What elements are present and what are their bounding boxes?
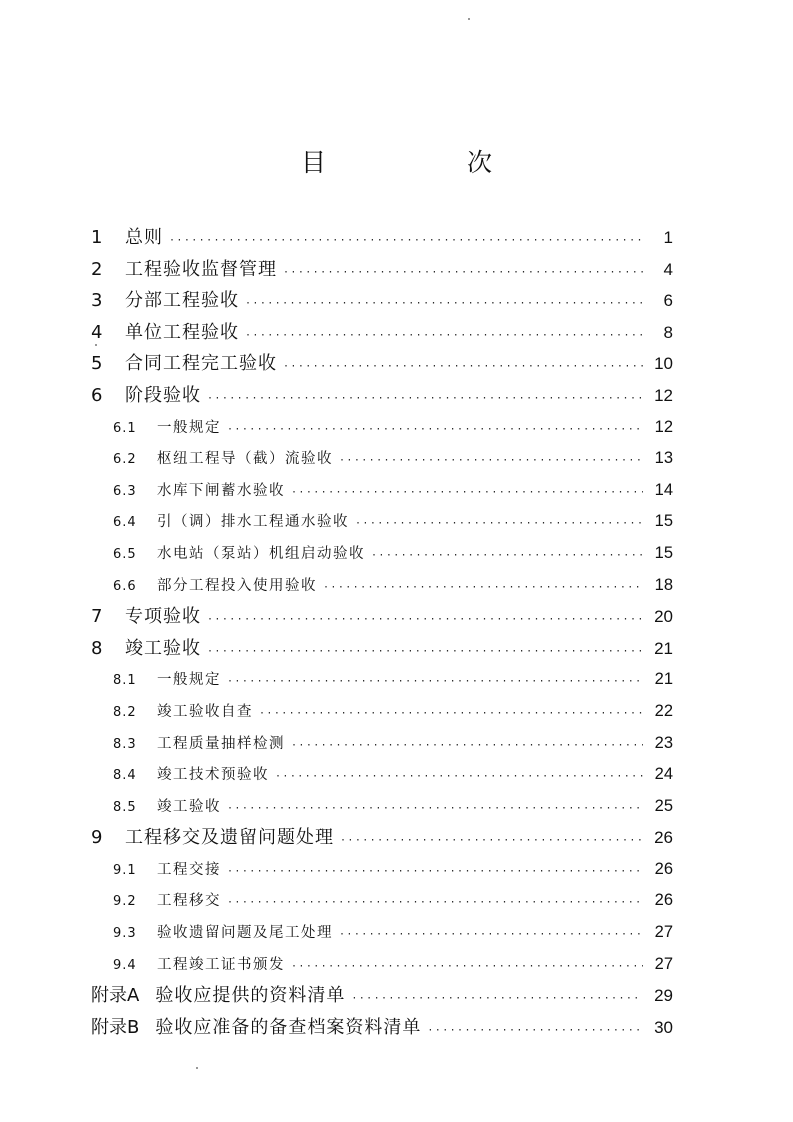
dot-leader bbox=[275, 761, 643, 793]
toc-entry-title: 单位工程验收 bbox=[125, 321, 239, 343]
toc-entry[interactable] bbox=[91, 917, 673, 949]
toc-entry-title: 分部工程验收 bbox=[125, 290, 239, 312]
dot-leader bbox=[245, 288, 643, 320]
dot-leader bbox=[207, 604, 643, 636]
toc-entry[interactable] bbox=[91, 949, 673, 981]
dot-leader bbox=[427, 1015, 643, 1047]
toc-entry-number: 附录A bbox=[91, 985, 140, 1007]
toc-entry-page-number: 18 bbox=[654, 575, 673, 594]
dot-leader bbox=[227, 414, 643, 446]
toc-entry-number: 8.5 bbox=[113, 799, 137, 815]
toc-entry[interactable] bbox=[91, 285, 673, 317]
toc-entry-title: 工程验收监督管理 bbox=[125, 258, 277, 280]
toc-entry-page-number: 8 bbox=[663, 322, 673, 342]
toc-entry-title: 合同工程完工验收 bbox=[125, 353, 277, 375]
dot-leader bbox=[351, 983, 643, 1015]
toc-entry-title: 竣工技术预验收 bbox=[157, 767, 269, 784]
toc-entry-title: 工程竣工证书颁发 bbox=[157, 956, 285, 973]
dot-leader bbox=[227, 856, 643, 888]
toc-entry-page-number: 27 bbox=[654, 923, 673, 942]
toc-entry-page-number: 14 bbox=[654, 480, 673, 499]
toc-entry-title: 工程交接 bbox=[157, 861, 221, 878]
toc-entry[interactable] bbox=[91, 222, 673, 254]
toc-entry-page-number: 21 bbox=[654, 638, 673, 658]
toc-entry[interactable] bbox=[91, 885, 673, 917]
toc-entry-title: 总则 bbox=[125, 227, 163, 248]
toc-entry[interactable] bbox=[91, 380, 673, 412]
toc-entry[interactable] bbox=[91, 664, 673, 696]
dot-leader bbox=[207, 636, 643, 668]
dot-leader bbox=[283, 257, 643, 289]
toc-entry[interactable] bbox=[91, 317, 673, 349]
toc-entry-page-number: 23 bbox=[654, 733, 673, 752]
toc-entry-page-number: 4 bbox=[663, 259, 673, 279]
toc-entry-title: 专项验收 bbox=[125, 606, 201, 628]
dot-leader bbox=[323, 572, 643, 604]
toc-entry[interactable] bbox=[91, 601, 673, 633]
toc-entry-page-number: 26 bbox=[654, 859, 673, 878]
toc-entry-page-number: 30 bbox=[654, 1017, 673, 1037]
toc-entry-number: 6.6 bbox=[113, 578, 137, 594]
dot-leader bbox=[339, 445, 643, 477]
toc-entry[interactable] bbox=[91, 822, 673, 854]
dot-leader bbox=[283, 351, 643, 383]
toc-entry-title: 竣工验收 bbox=[125, 637, 201, 659]
toc-entry-number: 9 bbox=[91, 827, 103, 849]
toc-entry-number: 4 bbox=[91, 321, 103, 343]
toc-entry-title: 工程质量抽样检测 bbox=[157, 735, 285, 752]
toc-entry[interactable] bbox=[91, 570, 673, 602]
page-title: 目 次 bbox=[300, 148, 550, 177]
dot-leader bbox=[371, 540, 643, 572]
toc-entry-title: 验收应提供的资料清单 bbox=[155, 985, 346, 1007]
toc-entry-number: 6.2 bbox=[113, 452, 137, 468]
toc-entry-number: 9.3 bbox=[113, 926, 137, 942]
toc-entry[interactable] bbox=[91, 633, 673, 665]
toc-entry[interactable] bbox=[91, 506, 673, 538]
toc-entry-number: 6.1 bbox=[113, 420, 137, 436]
toc-entry[interactable] bbox=[91, 759, 673, 791]
dot-leader bbox=[259, 698, 643, 730]
toc-entry-number: 9.2 bbox=[113, 894, 137, 910]
toc-entry-title: 枢纽工程导（截）流验收 bbox=[157, 451, 333, 468]
dot-leader bbox=[169, 225, 643, 257]
toc-entry-title: 一般规定 bbox=[157, 419, 221, 436]
toc-entry-page-number: 24 bbox=[654, 765, 673, 784]
toc-entry-title: 验收遗留问题及尾工处理 bbox=[157, 925, 333, 942]
toc-entry[interactable] bbox=[91, 348, 673, 380]
toc-entry-number: 附录B bbox=[91, 1016, 140, 1038]
toc-entry-title: 引（调）排水工程通水验收 bbox=[157, 514, 349, 531]
scan-speck bbox=[196, 1067, 198, 1069]
dot-leader bbox=[291, 951, 643, 983]
toc-entry-number: 5 bbox=[91, 353, 103, 375]
toc-entry-title: 竣工验收 bbox=[157, 798, 221, 815]
toc-entry-number: 3 bbox=[91, 290, 103, 312]
toc-entry-page-number: 25 bbox=[654, 796, 673, 815]
toc-entry-number: 8.4 bbox=[113, 768, 137, 784]
dot-leader bbox=[227, 887, 643, 919]
toc-entry-number: 1 bbox=[91, 227, 103, 248]
toc-entry-title: 阶段验收 bbox=[125, 384, 201, 406]
toc-entry[interactable] bbox=[91, 696, 673, 728]
toc-entry-title: 工程移交 bbox=[157, 893, 221, 910]
toc-entry-title: 水库下闸蓄水验收 bbox=[157, 482, 285, 499]
toc-entry-page-number: 26 bbox=[654, 891, 673, 910]
dot-leader bbox=[207, 383, 643, 415]
toc-entry[interactable] bbox=[91, 254, 673, 286]
scan-speck bbox=[95, 344, 97, 346]
toc-entry[interactable] bbox=[91, 728, 673, 760]
dot-leader bbox=[339, 919, 643, 951]
toc-entry-number: 8.2 bbox=[113, 704, 137, 720]
toc-entry-page-number: 10 bbox=[654, 354, 673, 374]
scan-speck bbox=[468, 18, 470, 20]
toc-entry[interactable] bbox=[91, 538, 673, 570]
toc-entry[interactable] bbox=[91, 1012, 673, 1044]
toc-entry-page-number: 15 bbox=[654, 543, 673, 562]
toc-entry-title: 工程移交及遗留问题处理 bbox=[125, 827, 334, 849]
toc-entry-page-number: 22 bbox=[654, 701, 673, 720]
toc-entry-title: 水电站（泵站）机组启动验收 bbox=[157, 545, 365, 562]
toc-entry-number: 6.5 bbox=[113, 546, 137, 562]
toc-entry-number: 9.4 bbox=[113, 957, 137, 973]
toc-entry-number: 8 bbox=[91, 637, 103, 659]
toc-entry-number: 6.4 bbox=[113, 515, 137, 531]
toc-entry-page-number: 21 bbox=[654, 670, 673, 689]
table-of-contents bbox=[91, 222, 673, 1043]
toc-entry-page-number: 13 bbox=[654, 449, 673, 468]
dot-leader bbox=[227, 666, 643, 698]
toc-entry-title: 部分工程投入使用验收 bbox=[157, 577, 317, 594]
toc-entry-page-number: 12 bbox=[654, 385, 673, 405]
dot-leader bbox=[227, 793, 643, 825]
toc-entry[interactable] bbox=[91, 412, 673, 444]
toc-entry-page-number: 27 bbox=[654, 954, 673, 973]
toc-entry-page-number: 26 bbox=[654, 828, 673, 848]
toc-entry-number: 7 bbox=[91, 606, 103, 628]
toc-entry-page-number: 1 bbox=[663, 228, 673, 247]
toc-entry-number: 6 bbox=[91, 384, 103, 406]
toc-entry-number: 8.1 bbox=[113, 673, 137, 689]
toc-entry-page-number: 15 bbox=[654, 512, 673, 531]
dot-leader bbox=[245, 320, 643, 352]
toc-entry-title: 竣工验收自查 bbox=[157, 703, 253, 720]
toc-entry-title: 验收应准备的备查档案资料清单 bbox=[155, 1016, 422, 1038]
dot-leader bbox=[291, 730, 643, 762]
toc-entry[interactable] bbox=[91, 475, 673, 507]
toc-entry-number: 9.1 bbox=[113, 862, 137, 878]
toc-entry[interactable] bbox=[91, 854, 673, 886]
toc-entry[interactable] bbox=[91, 443, 673, 475]
dot-leader bbox=[291, 477, 643, 509]
toc-entry-page-number: 12 bbox=[654, 417, 673, 436]
dot-leader bbox=[340, 825, 643, 857]
dot-leader bbox=[355, 508, 643, 540]
toc-entry-page-number: 29 bbox=[654, 986, 673, 1006]
toc-entry-page-number: 6 bbox=[663, 291, 673, 311]
toc-entry-page-number: 20 bbox=[654, 607, 673, 627]
toc-entry[interactable] bbox=[91, 791, 673, 823]
toc-entry-number: 8.3 bbox=[113, 736, 137, 752]
toc-entry-title: 一般规定 bbox=[157, 672, 221, 689]
toc-entry[interactable] bbox=[91, 980, 673, 1012]
toc-entry-number: 2 bbox=[91, 258, 103, 280]
toc-entry-number: 6.3 bbox=[113, 483, 137, 499]
